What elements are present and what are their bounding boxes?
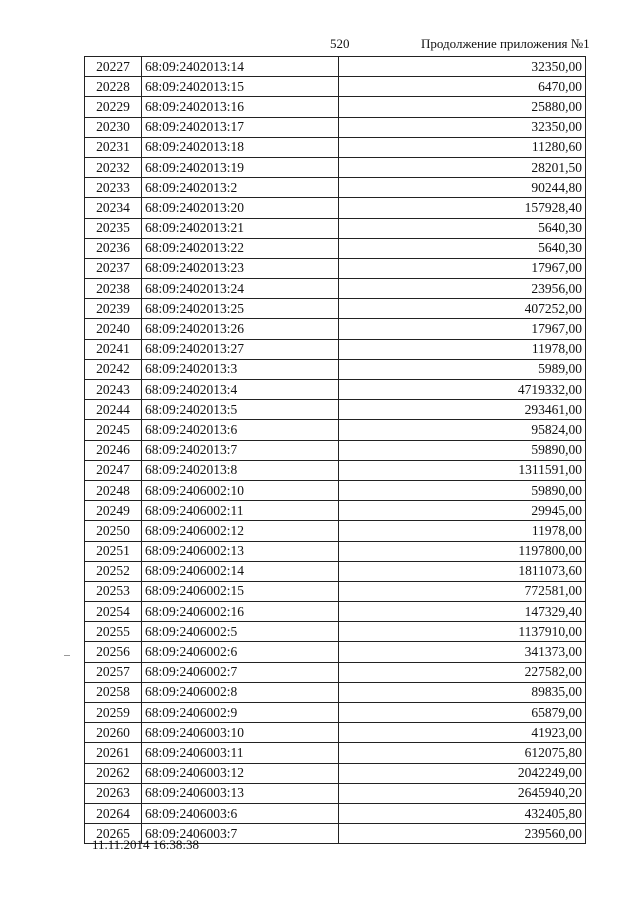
- amount: 227582,00: [339, 662, 586, 682]
- row-number: 20233: [85, 178, 142, 198]
- row-number: 20241: [85, 339, 142, 359]
- amount: 29945,00: [339, 501, 586, 521]
- amount: 5640,30: [339, 238, 586, 258]
- cadastral-number: 68:09:2402013:3: [142, 359, 339, 379]
- row-number: 20250: [85, 521, 142, 541]
- table-row: [85, 561, 586, 581]
- amount: 6470,00: [339, 77, 586, 97]
- row-number: 20242: [85, 359, 142, 379]
- cadastral-number: 68:09:2402013:23: [142, 258, 339, 278]
- row-number: 20246: [85, 440, 142, 460]
- cadastral-number: 68:09:2402013:5: [142, 400, 339, 420]
- row-number: 20237: [85, 258, 142, 278]
- row-number: 20249: [85, 501, 142, 521]
- amount: 23956,00: [339, 279, 586, 299]
- cadastral-number: 68:09:2406003:11: [142, 743, 339, 763]
- amount: 147329,40: [339, 602, 586, 622]
- amount: 5989,00: [339, 359, 586, 379]
- table-row: [85, 642, 586, 662]
- table-row: [85, 117, 586, 137]
- amount: 95824,00: [339, 420, 586, 440]
- amount: 25880,00: [339, 97, 586, 117]
- table-row: [85, 602, 586, 622]
- row-number: 20264: [85, 803, 142, 823]
- row-number: 20243: [85, 380, 142, 400]
- row-number: 20263: [85, 783, 142, 803]
- cadastral-number: 68:09:2402013:15: [142, 77, 339, 97]
- amount: 32350,00: [339, 57, 586, 77]
- table-row: [85, 238, 586, 258]
- row-number: 20262: [85, 763, 142, 783]
- cadastral-number: 68:09:2406002:14: [142, 561, 339, 581]
- row-number: 20247: [85, 460, 142, 480]
- appendix-title: Продолжение приложения №1: [421, 36, 590, 51]
- table-row: [85, 803, 586, 823]
- cadastral-number: 68:09:2406003:12: [142, 763, 339, 783]
- table-row: [85, 622, 586, 642]
- amount: 11280,60: [339, 137, 586, 157]
- table-row: [85, 218, 586, 238]
- table-row: [85, 501, 586, 521]
- cadastral-number: 68:09:2402013:4: [142, 380, 339, 400]
- amount: 89835,00: [339, 682, 586, 702]
- cadastral-number: 68:09:2402013:2: [142, 178, 339, 198]
- row-number: 20248: [85, 480, 142, 500]
- table-body: [85, 57, 586, 844]
- row-number: 20239: [85, 299, 142, 319]
- amount: 407252,00: [339, 299, 586, 319]
- table-row: [85, 682, 586, 702]
- cadastral-number: 68:09:2406002:11: [142, 501, 339, 521]
- amount: 32350,00: [339, 117, 586, 137]
- amount: 157928,40: [339, 198, 586, 218]
- amount: 17967,00: [339, 319, 586, 339]
- row-number: 20236: [85, 238, 142, 258]
- row-number: 20253: [85, 581, 142, 601]
- amount: 772581,00: [339, 581, 586, 601]
- amount: 90244,80: [339, 178, 586, 198]
- table-row: [85, 440, 586, 460]
- cadastral-number: 68:09:2406002:7: [142, 662, 339, 682]
- cadastral-number: 68:09:2406002:9: [142, 703, 339, 723]
- table-row: [85, 157, 586, 177]
- table-row: [85, 723, 586, 743]
- amount: 11978,00: [339, 339, 586, 359]
- cadastral-number: 68:09:2402013:20: [142, 198, 339, 218]
- row-number: 20240: [85, 319, 142, 339]
- cadastral-number: 68:09:2406002:5: [142, 622, 339, 642]
- amount: 1197800,00: [339, 541, 586, 561]
- amount: 5640,30: [339, 218, 586, 238]
- table-row: [85, 198, 586, 218]
- table-row: [85, 581, 586, 601]
- cadastral-number: 68:09:2402013:24: [142, 279, 339, 299]
- cadastral-number: 68:09:2406003:10: [142, 723, 339, 743]
- table-row: [85, 299, 586, 319]
- amount: 2042249,00: [339, 763, 586, 783]
- row-number: 20255: [85, 622, 142, 642]
- cadastral-number: 68:09:2402013:7: [142, 440, 339, 460]
- amount: 612075,80: [339, 743, 586, 763]
- amount: 341373,00: [339, 642, 586, 662]
- table-row: [85, 662, 586, 682]
- table-row: [85, 258, 586, 278]
- footer-timestamp: 11.11.2014 16:38:38: [92, 837, 200, 852]
- cadastral-number: 68:09:2406002:13: [142, 541, 339, 561]
- page-number: 520: [330, 36, 350, 51]
- row-number: 20227: [85, 57, 142, 77]
- table-row: [85, 541, 586, 561]
- row-number: 20229: [85, 97, 142, 117]
- table-row: [85, 97, 586, 117]
- cadastral-number: 68:09:2406002:15: [142, 581, 339, 601]
- cadastral-number: 68:09:2402013:21: [142, 218, 339, 238]
- table-row: [85, 279, 586, 299]
- cadastral-number: 68:09:2402013:14: [142, 57, 339, 77]
- row-number: 20230: [85, 117, 142, 137]
- table-row: [85, 743, 586, 763]
- amount: 2645940,20: [339, 783, 586, 803]
- row-number: 20231: [85, 137, 142, 157]
- amount: 59890,00: [339, 480, 586, 500]
- row-number: 20259: [85, 703, 142, 723]
- row-number: 20234: [85, 198, 142, 218]
- margin-mark: [64, 655, 70, 656]
- cadastral-number: 68:09:2406002:16: [142, 602, 339, 622]
- row-number: 20258: [85, 682, 142, 702]
- cadastral-number: 68:09:2402013:26: [142, 319, 339, 339]
- data-table: [84, 56, 586, 844]
- cadastral-number: 68:09:2402013:18: [142, 137, 339, 157]
- row-number: 20265: [85, 824, 142, 844]
- table-row: [85, 400, 586, 420]
- table-row: [85, 703, 586, 723]
- table-row: [85, 339, 586, 359]
- amount: 1811073,60: [339, 561, 586, 581]
- amount: 4719332,00: [339, 380, 586, 400]
- amount: 65879,00: [339, 703, 586, 723]
- amount: 28201,50: [339, 157, 586, 177]
- row-number: 20244: [85, 400, 142, 420]
- row-number: 20252: [85, 561, 142, 581]
- table-row: [85, 480, 586, 500]
- row-number: 20254: [85, 602, 142, 622]
- row-number: 20257: [85, 662, 142, 682]
- row-number: 20238: [85, 279, 142, 299]
- table-row: [85, 420, 586, 440]
- cadastral-number: 68:09:2406003:6: [142, 803, 339, 823]
- cadastral-number: 68:09:2406002:10: [142, 480, 339, 500]
- table-row: [85, 521, 586, 541]
- amount: 41923,00: [339, 723, 586, 743]
- row-number: 20232: [85, 157, 142, 177]
- amount: 1311591,00: [339, 460, 586, 480]
- table-row: [85, 783, 586, 803]
- cadastral-number: 68:09:2402013:25: [142, 299, 339, 319]
- table-row: [85, 178, 586, 198]
- row-number: 20260: [85, 723, 142, 743]
- row-number: 20235: [85, 218, 142, 238]
- cadastral-number: 68:09:2406002:8: [142, 682, 339, 702]
- row-number: 20228: [85, 77, 142, 97]
- amount: 239560,00: [339, 824, 586, 844]
- table-row: [85, 380, 586, 400]
- table-row: [85, 319, 586, 339]
- amount: 59890,00: [339, 440, 586, 460]
- cadastral-number: 68:09:2402013:6: [142, 420, 339, 440]
- amount: 17967,00: [339, 258, 586, 278]
- table-row: [85, 57, 586, 77]
- amount: 432405,80: [339, 803, 586, 823]
- row-number: 20256: [85, 642, 142, 662]
- table-row: [85, 763, 586, 783]
- cadastral-number: 68:09:2402013:17: [142, 117, 339, 137]
- table-row: [85, 137, 586, 157]
- row-number: 20245: [85, 420, 142, 440]
- row-number: 20261: [85, 743, 142, 763]
- amount: 1137910,00: [339, 622, 586, 642]
- cadastral-number: 68:09:2402013:16: [142, 97, 339, 117]
- table-row: [85, 359, 586, 379]
- cadastral-number: 68:09:2402013:19: [142, 157, 339, 177]
- row-number: 20251: [85, 541, 142, 561]
- table-row: [85, 460, 586, 480]
- amount: 11978,00: [339, 521, 586, 541]
- cadastral-number: 68:09:2402013:22: [142, 238, 339, 258]
- cadastral-number: 68:09:2402013:27: [142, 339, 339, 359]
- cadastral-number: 68:09:2406002:12: [142, 521, 339, 541]
- cadastral-number: 68:09:2402013:8: [142, 460, 339, 480]
- table-row: [85, 77, 586, 97]
- cadastral-number: 68:09:2406003:7: [142, 824, 339, 844]
- cadastral-number: 68:09:2406002:6: [142, 642, 339, 662]
- amount: 293461,00: [339, 400, 586, 420]
- cadastral-number: 68:09:2406003:13: [142, 783, 339, 803]
